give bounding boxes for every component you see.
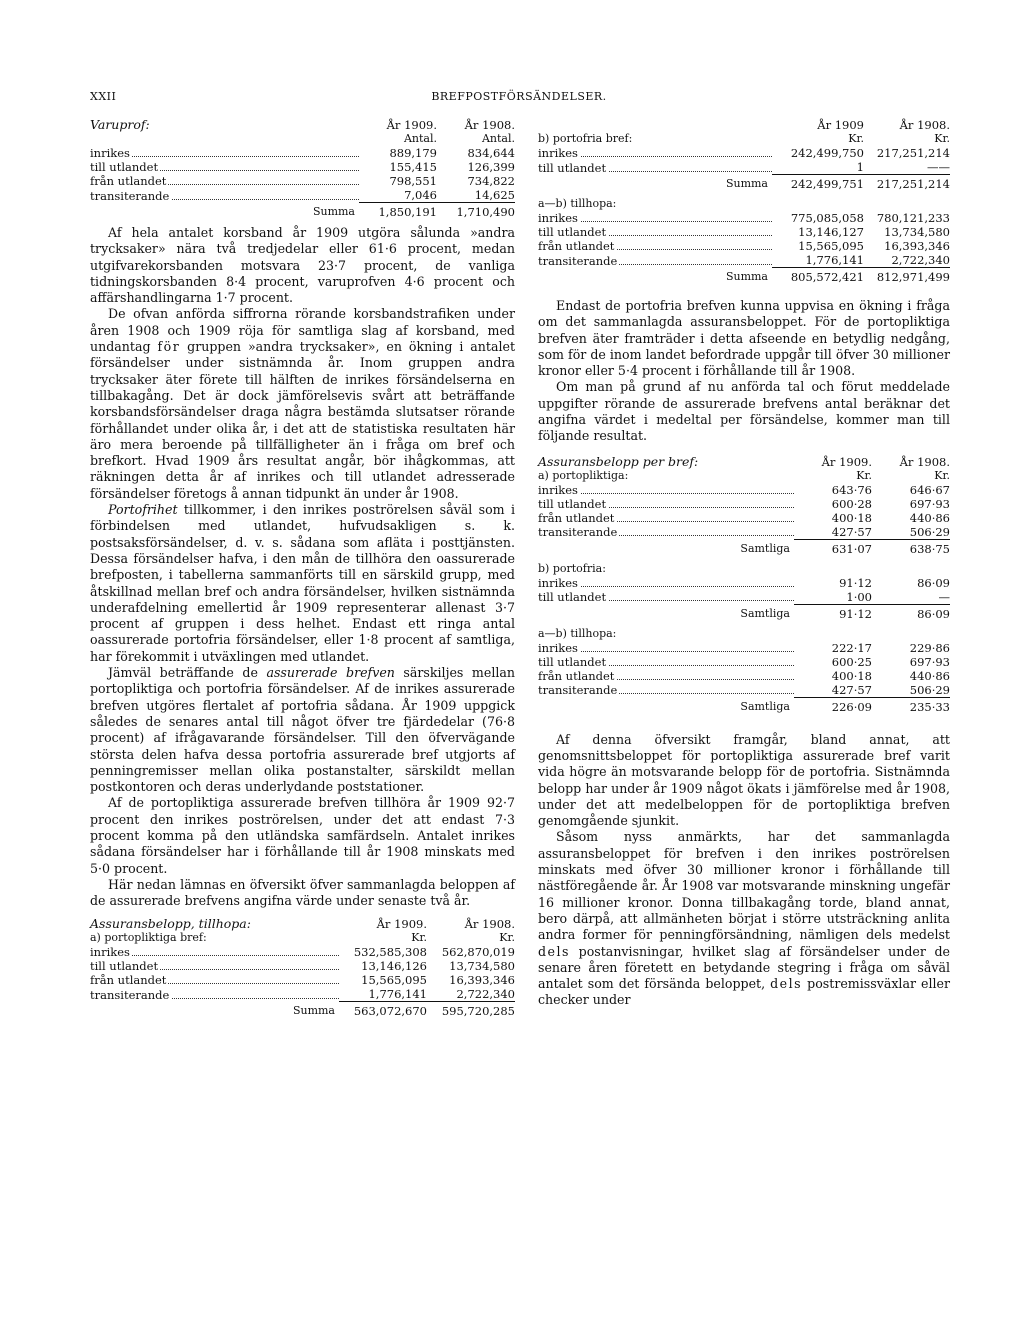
cell-value: 427·57 <box>794 683 872 698</box>
table-row <box>90 945 515 959</box>
running-title: BREFPOSTFÖRSÄNDELSER. <box>431 90 607 103</box>
table-row <box>538 511 950 525</box>
cell-value: 697·93 <box>909 654 950 669</box>
table-row <box>90 188 515 203</box>
column-header: År 1908. <box>899 454 950 469</box>
row-label: till utlandet <box>538 160 607 175</box>
table-row <box>538 576 950 590</box>
row-label: inrikes <box>538 146 578 160</box>
paragraph: De ofvan anförda siffrorna rörande korsbandstrafiken under åren 1908 och 1909 röja för samtliga slag af korsband, med undantag för gruppen »andra trycksaker», en ökning i antalet försändelser under sistnämnda år. Inom gruppen andra trycksaker äter förete till hälften de inrikes försändelserna en tillbakagång. Det är dock jämförelsevis svårt att beträffande korsbandsförsändelser draga några bestämda slutsatser rörande förhållandet under olika år, i det att de statistiska resultaten här äro mera beroende på tillfälligheter än i fråga om bref och brefkort. Hvad 1909 års resultat angår, bör ihågkommas, att räkningen detta år af inrikes och till utlandet adresserade försändelser företogs å annan tidpunkt än under år 1908. <box>90 306 516 501</box>
row-label: till utlandet <box>538 654 607 669</box>
cell-value: 798,551 <box>389 174 437 188</box>
cell-value: 506·29 <box>872 525 950 540</box>
table-row <box>538 525 950 540</box>
row-label: transiterande <box>90 987 170 1002</box>
paragraph: Om man på grund af nu anförda tal och förut meddelade uppgifter rörande de assurerade brefvens antal beräknar det angifna värdet i medeltal per försändelse, kommer man till följande resultat. <box>538 379 950 444</box>
cell-value: 217,251,214 <box>876 146 950 160</box>
column-unit: Antal. <box>481 132 515 145</box>
total-value: 91·12 <box>839 606 872 621</box>
table-row <box>90 174 515 188</box>
table-row <box>538 655 950 669</box>
column-unit: Antal. <box>403 132 437 145</box>
paragraph: Här nedan lämnas en öfversikt öfver sammanlagda beloppen af de assurerade brefvens angifna värde under senaste två år. <box>90 876 515 909</box>
portofria-tillhopa-table <box>538 118 950 284</box>
row-label: från utlandet <box>538 668 615 683</box>
table-row <box>538 590 950 605</box>
table-row <box>538 225 950 239</box>
column-unit: Kr. <box>411 931 427 945</box>
section-label: b) portofria bref: <box>538 132 633 145</box>
column-header: År 1908. <box>899 118 950 132</box>
paragraph: Af denna öfversikt framgår, bland annat, att genomsnittsbeloppet för portopliktiga assurerade bref varit vida högre än motsvarande belopp för de portofria. Sistnämnda belopp har under år 1909 något ökats i jämförelse med år 1908, under det att medelbeloppen för de portopliktiga brefven genomgående sjunkit. <box>538 731 950 829</box>
table-row <box>538 497 950 511</box>
row-label: inrikes <box>538 211 578 225</box>
row-label: till utlandet <box>538 590 607 605</box>
total-row <box>90 203 515 220</box>
total-label: Summa <box>725 270 768 283</box>
row-label: inrikes <box>538 482 578 497</box>
table-row <box>538 253 950 268</box>
row-label: inrikes <box>90 146 130 160</box>
cell-value: 16,393,346 <box>884 239 950 253</box>
total-value: 1,850,191 <box>378 205 437 219</box>
total-label: Samtliga <box>740 699 790 713</box>
total-row <box>538 268 950 285</box>
table-caption: Assuransbelopp per bref: <box>538 453 699 469</box>
cell-value: 16,393,346 <box>449 973 515 988</box>
total-value: 638·75 <box>909 541 950 556</box>
cell-value: 86·09 <box>917 575 950 590</box>
section-label: a) portopliktiga: <box>538 468 629 482</box>
cell-value: 2,722,340 <box>864 253 950 268</box>
row-label: från utlandet <box>538 510 615 525</box>
cell-value: 13,146,127 <box>798 225 864 239</box>
column-header: År 1908. <box>464 118 515 132</box>
cell-value: 2,722,340 <box>427 987 515 1002</box>
row-label: från utlandet <box>90 973 167 988</box>
right-column <box>538 118 950 1009</box>
total-row <box>90 1002 515 1019</box>
total-row <box>538 175 950 192</box>
varuprof-table <box>90 118 515 219</box>
cell-value: 14,625 <box>437 188 515 203</box>
table-row <box>538 669 950 683</box>
paragraph: Endast de portofria brefven kunna uppvisa en ökning i fråga om det sammanlagda assuransbeloppet. För de portopliktiga brefven äter framträder i detta afseende en betydlig nedgång, som för de inom landet befordrade uppgår till öfver 30 millioner kronor eller 5·4 procent i förhållande till år 1908. <box>538 298 950 379</box>
column-header: År 1909 <box>817 118 864 132</box>
cell-value: 775,085,058 <box>790 211 864 225</box>
cell-value: 13,146,126 <box>361 959 427 974</box>
table-caption: Assuransbelopp, tillhopa: <box>90 916 251 932</box>
row-label: transiterande <box>90 188 170 203</box>
assuransbelopp-tillhopa-table <box>90 917 515 1018</box>
total-value: 805,572,421 <box>790 270 864 284</box>
column-unit: Kr. <box>856 468 872 482</box>
cell-value: 646·67 <box>909 482 950 497</box>
row-label: från utlandet <box>90 174 167 188</box>
cell-value: 155,415 <box>389 160 437 174</box>
total-label: Summa <box>725 177 768 190</box>
cell-value: — <box>872 590 950 605</box>
paragraph: Af hela antalet korsband år 1909 utgöra sålunda »andra trycksaker» nära två tredjedelar eller 61·6 procent, medan utgifvarekorsbanden motsvara 23·7 procent, de vanliga tidningskorsbanden 8·4 procent, varuprofven 4·6 procent och affärshandlingarna 1·7 procent. <box>90 225 515 306</box>
table-row <box>538 683 950 698</box>
table-row <box>538 146 950 160</box>
cell-value: 427·57 <box>794 525 872 540</box>
cell-value: 229·86 <box>909 640 950 655</box>
total-value: 812,971,499 <box>876 270 950 284</box>
row-label: inrikes <box>538 640 578 655</box>
table-row <box>90 959 515 973</box>
row-label: till utlandet <box>538 496 607 511</box>
total-value: 217,251,214 <box>876 177 950 191</box>
cell-value: 834,644 <box>467 146 515 160</box>
table-row <box>90 973 515 987</box>
row-label: från utlandet <box>538 239 615 253</box>
cell-value: 643·76 <box>831 482 872 497</box>
cell-value: 600·28 <box>831 496 872 511</box>
total-value: 242,499,751 <box>790 177 864 191</box>
total-value: 595,720,285 <box>441 1004 515 1019</box>
cell-value: 400·18 <box>831 668 872 683</box>
paragraph: Jämväl beträffande de assurerade brefven särskiljes mellan portopliktiga och portofria försändelser. Af de inrikes assurerade brefven utgöres flertalet af portofria sådana. År 1909 uppgick således de senares antal till något öfver tre fjärdedelar (76·8 procent) af ifrågavarande försändelser. Till den öfvervägande största delen hafva dessa portofria assurerade bref utgjorts af penningremisser mellan olika postanstalter, särskildt mellan postkontoren och deras underlydande poststationer. <box>90 665 515 795</box>
total-row <box>538 697 950 714</box>
section-label: a—b) tillhopa: <box>538 626 617 640</box>
cell-value: 562,870,019 <box>441 945 515 960</box>
cell-value: 126,399 <box>467 160 515 174</box>
column-header: År 1908. <box>464 917 515 932</box>
cell-value: 600·25 <box>831 654 872 669</box>
cell-value: 532,585,308 <box>353 945 427 960</box>
table-row <box>538 160 950 175</box>
section-label: b) portofria: <box>538 561 606 575</box>
cell-value: 15,565,095 <box>798 239 864 253</box>
total-label: Summa <box>292 1004 335 1018</box>
cell-value: 13,734,580 <box>884 225 950 239</box>
cell-value: 1,776,141 <box>772 253 864 268</box>
paragraph: Såsom nyss anmärkts, har det sammanlagda assuransbeloppet för brefven i den inrikes poströrelsen minskats med öfver 30 millioner kronor i förhållande till nästföregående år. År 1908 var motsvarande minskning ungefär 16 millioner kronor. Donna tillbakagång torde, bland annat, bero därpå, att allmänheten börjat i större utsträckning anlita andra former för penningförsändning, nämligen dels medelst dels postanvisningar, hvilket slag af försändelser under de senare åren företett en betydande stegring i fråga om såväl antalet som det försända beloppet, dels postremissväxlar eller checker under <box>538 829 950 1008</box>
cell-value: 440·86 <box>909 510 950 525</box>
cell-value: 7,046 <box>359 188 437 203</box>
row-label: till utlandet <box>538 225 607 239</box>
total-label: Samtliga <box>740 606 790 620</box>
cell-value: 222·17 <box>831 640 872 655</box>
cell-value: 13,734,580 <box>449 959 515 974</box>
section-label: a) portopliktiga bref: <box>90 931 207 945</box>
table-row <box>538 641 950 655</box>
table-row <box>90 987 515 1002</box>
row-label: transiterande <box>538 525 618 540</box>
column-unit: Kr. <box>499 931 515 945</box>
section-label: a—b) tillhopa: <box>538 197 617 210</box>
cell-value: 889,179 <box>389 146 437 160</box>
cell-value: —— <box>864 160 950 175</box>
total-label: Samtliga <box>740 541 790 555</box>
cell-value: 400·18 <box>831 510 872 525</box>
column-header: År 1909. <box>821 454 872 469</box>
total-value: 563,072,670 <box>353 1004 427 1019</box>
table-caption: Varuprof: <box>90 117 150 132</box>
row-label: till utlandet <box>90 160 159 174</box>
cell-value: 734,822 <box>467 174 515 188</box>
row-label: transiterande <box>538 683 618 698</box>
total-row <box>538 539 950 556</box>
cell-value: 1,776,141 <box>339 987 427 1002</box>
row-label: inrikes <box>538 575 578 590</box>
table-row <box>90 160 515 174</box>
column-header: År 1909. <box>376 917 427 932</box>
cell-value: 91·12 <box>839 575 872 590</box>
table-row <box>538 239 950 253</box>
total-label: Summa <box>312 205 355 218</box>
column-unit: Kr. <box>934 132 950 145</box>
table-row <box>538 211 950 225</box>
total-value: 226·09 <box>831 699 872 714</box>
column-header: År 1909. <box>386 118 437 132</box>
total-value: 1,710,490 <box>456 205 515 219</box>
paragraph: Portofrihet tillkommer, i den inrikes poströrelsen såväl som i förbindelsen med utlandet, hufvudsakligen s. k. postsaksförsändelser, d. v. s. sådana som afläta i posttjänsten. Dessa försändelser hafva, i den mån de tillhöra den oassurerade brefposten, i tabellerna sammanförts till en särskild grupp, med åtskillnad mellan bref och andra försändelser, hvilken sistnämnda underafdelning emellertid år 1909 representerar allenast 3·7 procent af gruppen i dess helhet. Endast ett ringa antal oassurerade portofria försändelser, eller 1·8 procent af samtliga, har förekommit i utväxlingen med utlandet. <box>90 502 515 664</box>
paragraph: Af de portopliktiga assurerade brefven tillhöra år 1909 92·7 procent den inrikes poströrelsen, under det att endast 7·3 procent komma på den utländska samfärdseln. Antalet inrikes sådana försändelser har i förhållande till år 1908 minskats med 5·0 procent. <box>90 795 515 876</box>
cell-value: 506·29 <box>872 683 950 698</box>
assuransbelopp-per-bref-table <box>538 455 950 714</box>
cell-value: 697·93 <box>909 496 950 511</box>
cell-value: 1 <box>772 160 864 175</box>
table-row <box>90 146 515 160</box>
left-column <box>90 118 515 1018</box>
cell-value: 242,499,750 <box>790 146 864 160</box>
cell-value: 15,565,095 <box>361 973 427 988</box>
total-value: 235·33 <box>909 699 950 714</box>
page-number: XXII <box>90 90 117 103</box>
total-value: 631·07 <box>831 541 872 556</box>
column-unit: Kr. <box>934 468 950 482</box>
cell-value: 780,121,233 <box>876 211 950 225</box>
cell-value: 1·00 <box>794 590 872 605</box>
cell-value: 440·86 <box>909 668 950 683</box>
total-row <box>538 604 950 621</box>
table-row <box>538 483 950 497</box>
row-label: transiterande <box>538 253 618 268</box>
row-label: inrikes <box>90 945 130 960</box>
total-value: 86·09 <box>917 606 950 621</box>
row-label: till utlandet <box>90 959 159 974</box>
column-unit: Kr. <box>848 132 864 145</box>
